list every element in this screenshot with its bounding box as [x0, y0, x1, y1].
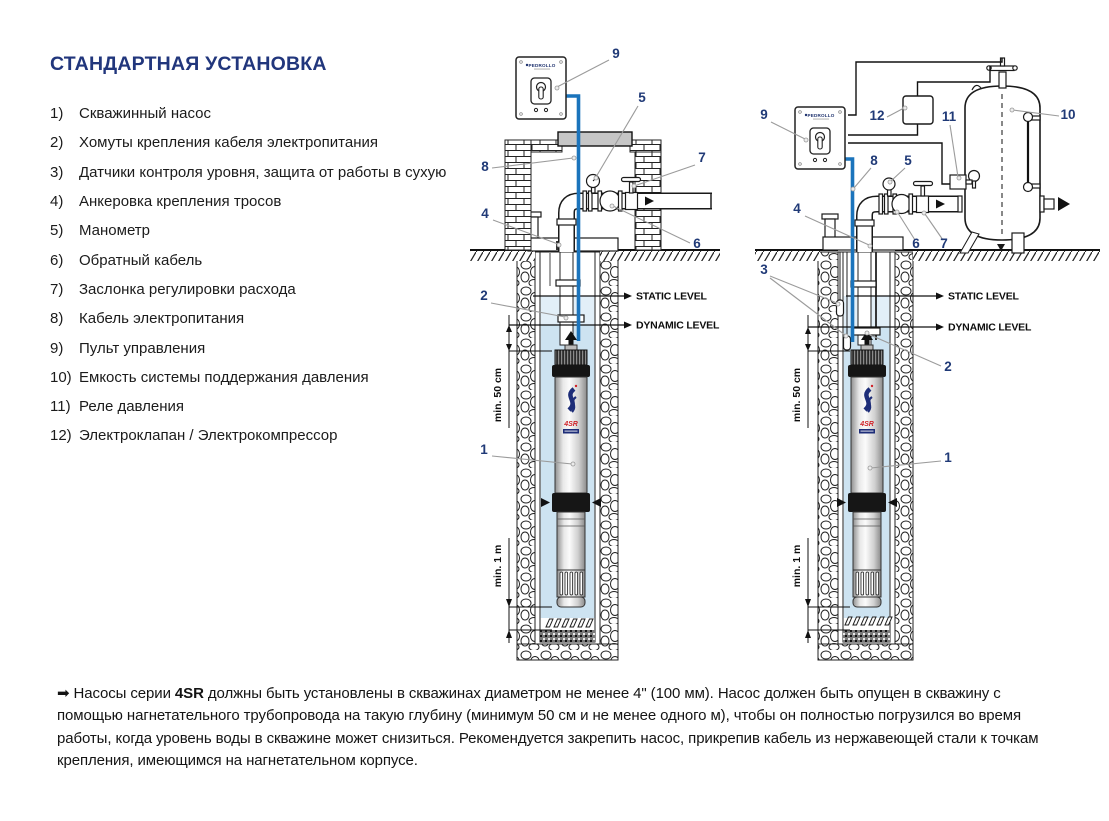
- valve-handwheel: [622, 178, 641, 182]
- legend-label: Электроклапан / Электрокомпрессор: [79, 427, 338, 445]
- legend-label: Реле давления: [79, 398, 185, 416]
- legend-num: 4): [50, 193, 64, 211]
- legend-num: 6): [50, 251, 64, 269]
- dim-min1m-label: min. 1 m: [791, 544, 803, 588]
- arrow-bullet-icon: ➡: [57, 684, 70, 702]
- installation-note: [57, 682, 1069, 773]
- legend-label: Скважинный насос: [79, 105, 211, 123]
- well-bottom-stones: [517, 644, 618, 660]
- legend-label: Кабель электропитания: [79, 310, 245, 328]
- callout-11: 11: [941, 109, 957, 124]
- pipe-flange: [885, 194, 889, 214]
- left-well-diagram: [470, 46, 720, 660]
- check-valve: [892, 195, 911, 214]
- legend-item: [50, 245, 490, 274]
- dynamic-level-label: DYNAMIC LEVEL: [636, 319, 720, 332]
- legend-label: Манометр: [79, 222, 151, 240]
- callout-7: 7: [940, 236, 948, 251]
- static-level-arrow: [624, 293, 632, 300]
- callout-5: 5: [638, 90, 646, 105]
- gate-valve-body: [626, 193, 638, 210]
- callout-2: 2: [480, 288, 488, 303]
- legend-item: [50, 304, 490, 333]
- legend-item: [50, 187, 490, 216]
- panel-brand: PEDROLLO: [528, 63, 556, 68]
- callout-6: 6: [693, 236, 701, 251]
- legend-label: Хомуты крепления кабеля электропитания: [79, 134, 378, 152]
- well-bottom-stones: [818, 644, 913, 660]
- parts-legend: [50, 99, 490, 451]
- legend-label: Обратный кабель: [79, 251, 203, 269]
- callout-3: 3: [760, 262, 768, 277]
- outlet-arrow: [1058, 197, 1070, 211]
- legend-num: 5): [50, 222, 64, 240]
- right-well-diagram: [755, 58, 1100, 660]
- legend-num: 1): [50, 105, 64, 123]
- legend-label: Анкеровка крепления тросов: [79, 193, 282, 211]
- callout-7: 7: [698, 150, 706, 165]
- callout-1: 1: [480, 442, 488, 457]
- ground-hatch: [755, 250, 820, 261]
- well-bottom-sediment: [540, 630, 595, 642]
- callout-8: 8: [870, 153, 878, 168]
- pipe-flange: [879, 194, 883, 214]
- pipe-flange: [619, 191, 623, 211]
- callout-12: 12: [869, 108, 885, 123]
- callout-5: 5: [904, 153, 912, 168]
- callout-9: 9: [760, 107, 768, 122]
- ground-hatch: [470, 250, 535, 261]
- legend-num: 9): [50, 339, 64, 357]
- legend-item: [50, 333, 490, 362]
- chamber-brick-top: [630, 140, 661, 152]
- legend-num: 8): [50, 310, 64, 328]
- pipe-flange: [958, 196, 962, 212]
- legend-item: [50, 421, 490, 450]
- pipe-flange: [589, 191, 593, 211]
- legend-num: 3): [50, 163, 64, 181]
- panel-brand: PEDROLLO: [807, 113, 835, 118]
- well-wall-stones: [600, 252, 618, 655]
- pump-model-label: 4SR: [860, 421, 874, 428]
- well-vent-flange: [822, 214, 838, 219]
- note-series-name: 4SR: [174, 685, 204, 702]
- well-wall-stones: [517, 252, 535, 655]
- dim-min1m-label: min. 1 m: [492, 544, 504, 588]
- legend-num: 7): [50, 280, 64, 298]
- level-gauge-top: [1024, 113, 1033, 122]
- legend-item: [50, 99, 490, 128]
- dynamic-level-arrow: [624, 322, 632, 329]
- cable-clamp: [851, 281, 876, 287]
- static-level-label: STATIC LEVEL: [636, 290, 707, 303]
- legend-item: [50, 275, 490, 304]
- callout-6: 6: [912, 236, 920, 251]
- tank-outlet: [1044, 199, 1054, 209]
- legend-item: [50, 363, 490, 392]
- callout-1: 1: [944, 450, 952, 465]
- callout-10: 10: [1060, 107, 1076, 122]
- tank-top-valve: [999, 72, 1006, 88]
- callout-8: 8: [481, 159, 489, 174]
- callout-9: 9: [612, 46, 620, 61]
- well-wall-stones: [895, 252, 913, 655]
- pipe-flange: [583, 191, 587, 211]
- legend-item: [50, 158, 490, 187]
- riser-pipe: [560, 252, 573, 345]
- page-title: СТАНДАРТНАЯ УСТАНОВКА: [50, 53, 327, 75]
- well-bottom-sediment: [843, 630, 890, 642]
- note-text: должны быть установлены в скважинах диаметром не менее 4" (100 мм). Насос должен быть опущен в скважину с помощью нагнетательного трубопровода на такую глубину (минимум 50 см и не менее одного м), чтобы он полностью погрузился во время работы, когда уровень воды в скважине может снизиться. Рекомендуется закрепить насос, прикрепив кабель из нержавеющей стали к точкам крепления, имеющимся на нагнетательном корпусе.: [57, 685, 1039, 770]
- pump-model-label: 4SR: [564, 421, 578, 428]
- legend-num: 2): [50, 134, 64, 152]
- static-level-label: STATIC LEVEL: [948, 290, 1019, 303]
- callout-4: 4: [793, 201, 801, 216]
- legend-label: Пульт управления: [79, 339, 206, 357]
- legend-item: [50, 128, 490, 157]
- callout-2: 2: [944, 359, 952, 374]
- legend-label: Емкость системы поддержания давления: [79, 368, 369, 386]
- dim-min50-label: min. 50 cm: [791, 367, 803, 423]
- dim-min50-label: min. 50 cm: [492, 367, 504, 423]
- pipe-collar: [557, 219, 576, 225]
- electrovalve-box: [903, 96, 933, 124]
- callout-4: 4: [481, 206, 489, 221]
- valve-handwheel: [914, 182, 933, 186]
- note-text: Насосы серии: [73, 685, 175, 702]
- installation-diagram: [470, 30, 1109, 680]
- pipe-collar: [855, 220, 874, 226]
- tank-leg: [1012, 233, 1024, 253]
- level-gauge-bottom: [1024, 183, 1033, 192]
- pipe-flange: [909, 194, 913, 214]
- ground-hatch: [913, 250, 1100, 261]
- legend-item: [50, 216, 490, 245]
- gate-valve-body: [917, 196, 929, 213]
- legend-num: 11): [50, 398, 71, 416]
- well-wall-stones: [818, 252, 838, 655]
- legend-label: Заслонка регулировки расхода: [79, 280, 296, 298]
- legend-label: Датчики контроля уровня, защита от работы в сухую: [79, 163, 447, 181]
- cable-clamp: [556, 280, 580, 286]
- chamber-brick-wall: [505, 140, 531, 250]
- legend-item: [50, 392, 490, 421]
- legend-num: 10): [50, 368, 72, 386]
- dynamic-level-label: DYNAMIC LEVEL: [948, 321, 1032, 334]
- legend-num: 12): [50, 427, 72, 445]
- ground-hatch: [600, 250, 720, 261]
